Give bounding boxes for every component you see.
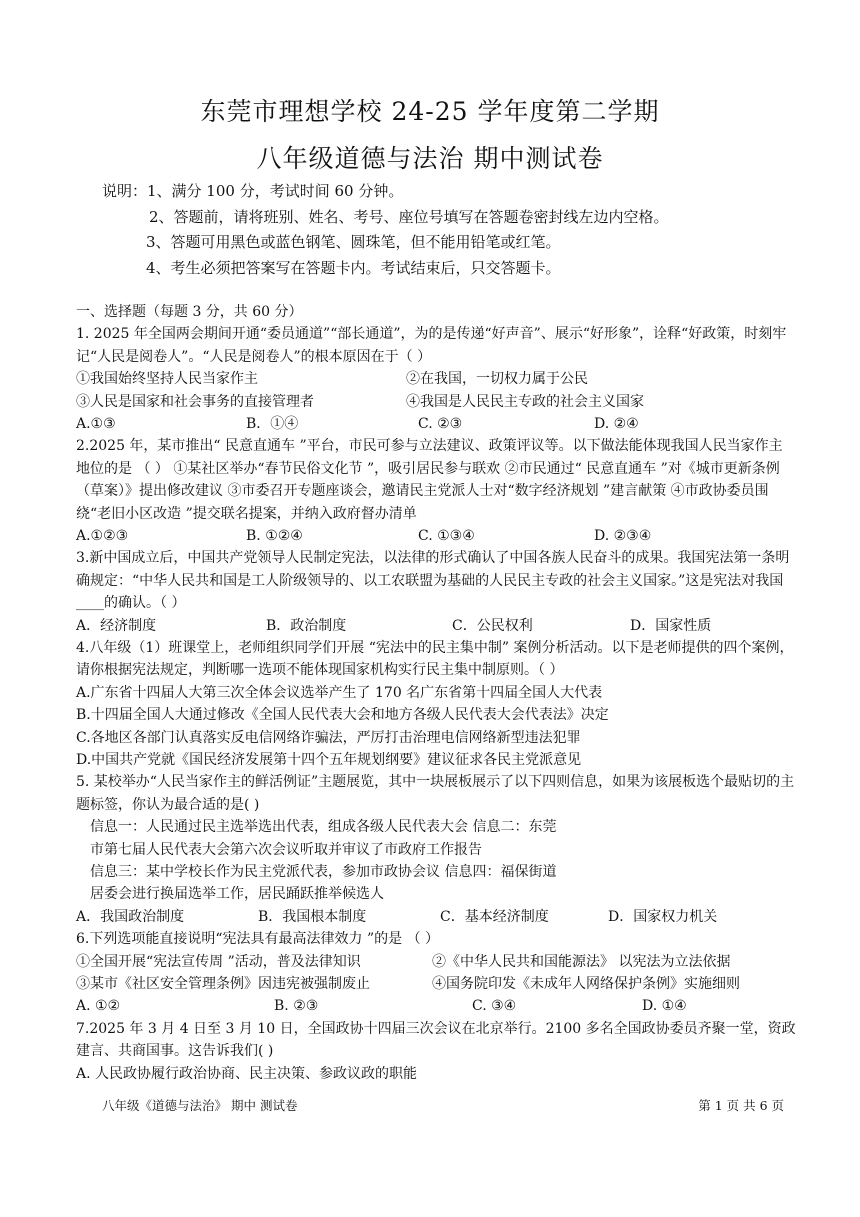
question-1-options bbox=[76, 413, 796, 435]
question-6-options bbox=[76, 995, 796, 1017]
question-6-items-row1 bbox=[76, 951, 796, 973]
question-3-stem: 3.新中国成立后，中国共产党领导人民制定宪法，以法律的形式确认了中国各族人民奋斗的成果。我国宪法第一条明确规定：“中华人民共和国是工人阶级领导的、以工农联盟为基础的人民民主专政的社会主义国家。”这是宪法对我国____的确认。（ ） bbox=[76, 550, 790, 612]
instruction-1: 说明：1、满分 100 分，考试时间 60 分钟。 bbox=[102, 182, 404, 200]
question-7-stem: 7.2025 年 3 月 4 日至 3 月 10 日，全国政协十四届三次会议在北京举行。2100 多名全国政协委员齐聚一堂，资政建言、共商国事。这告诉我们( ) bbox=[76, 1020, 796, 1060]
question-6-option-c: C. ③④ bbox=[472, 998, 517, 1015]
question-3-option-c: C．公民权利 bbox=[452, 617, 533, 634]
exam-title-line1: 东莞市理想学校 24-25 学年度第二学期 bbox=[200, 97, 660, 126]
question-1-item-1: ①我国始终坚持人民当家作主 bbox=[76, 371, 258, 388]
question-2-option-d: D. ②③④ bbox=[594, 528, 652, 544]
question-5-info-line3: 信息三：某中学校长作为民主党派代表，参加市政协会议 信息四：福保街道 bbox=[90, 863, 557, 880]
question-1-option-b: B．①④ bbox=[246, 415, 299, 432]
question-3-options bbox=[76, 615, 796, 637]
question-5-info-line1: 信息一：人民通过民主选举选出代表，组成各级人民代表大会 信息二：东莞 bbox=[90, 819, 557, 836]
question-1-items-row1 bbox=[76, 368, 796, 390]
question-3-option-d: D．国家性质 bbox=[630, 617, 712, 634]
question-5-option-a: A．我国政治制度 bbox=[76, 908, 185, 925]
question-2-option-a: A.①②③ bbox=[76, 528, 129, 544]
question-6-items-row2 bbox=[76, 973, 796, 995]
question-4-option-b: B.十四届全国人大通过修改《全国人民代表大会和地方各级人民代表大会代表法》决定 bbox=[76, 707, 609, 724]
question-7-option-a: A. 人民政协履行政治协商、民主决策、参政议政的职能 bbox=[76, 1065, 418, 1082]
question-4-option-c: C.各地区各部门认真落实反电信网络诈骗法，严厉打击治理电信网络新型违法犯罪 bbox=[76, 729, 581, 746]
question-1-items-row2 bbox=[76, 391, 796, 413]
question-2-option-c: C. ①③④ bbox=[418, 528, 475, 544]
question-6-item-1: ①全国开展“宪法宣传周 ”活动，普及法律知识 bbox=[76, 953, 361, 970]
question-5-options bbox=[76, 906, 796, 928]
question-6-item-4: ④国务院印发《未成年人网络保护条例》实施细则 bbox=[432, 975, 740, 992]
footer-exam-name: 八年级《道德与法治》 期中 测试卷 bbox=[102, 1098, 298, 1113]
exam-title-line2: 八年级道德与法治 期中测试卷 bbox=[256, 144, 604, 173]
question-2-options bbox=[76, 525, 796, 547]
question-6-option-a: A. ①② bbox=[76, 998, 121, 1015]
question-2-stem: 2.2025 年，某市推出“ 民意直通车 ”平台，市民可参与立法建议、政策评议等。以下做法能体现我国人民当家作主地位的是 （ ） ①某社区举办“春节民俗文化节 ”，吸引居民参与联欢 ②市民通过“ 民意直通车 ”对《城市更新条例（草案）》提出修改建议 ③市委召开专题座谈会，邀请民主党派人士对“数字经济规划 ”建言献策 ④市政协委员围绕“老旧小区改造 ”提交联名提案，并纳入政府督办清单 bbox=[76, 438, 783, 522]
question-1-item-2: ②在我国，一切权力属于公民 bbox=[406, 371, 588, 388]
question-2-option-b: B. ①②④ bbox=[246, 528, 303, 544]
instruction-4: 4、考生必须把答案写在答题卡内。考试结束后，只交答题卡。 bbox=[146, 259, 561, 277]
question-6-option-d: D. ①④ bbox=[642, 998, 687, 1015]
question-5-stem: 5. 某校举办“人民当家作主的鲜活例证”主题展览，其中一块展板展示了以下四则信息，如果为该展板选个最贴切的主题标签，你认为最合适的是( ) bbox=[76, 774, 795, 813]
question-6-item-3: ③某市《社区安全管理条例》因违宪被强制废止 bbox=[76, 975, 370, 992]
question-5-info-line2: 市第七届人民代表大会第六次会议听取并审议了市政府工作报告 bbox=[90, 841, 482, 858]
question-5-option-c: C．基本经济制度 bbox=[440, 908, 549, 925]
question-1-option-c: C. ②③ bbox=[418, 415, 463, 432]
question-6-stem: 6.下列选项能直接说明“宪法具有最高法律效力 ”的是 （ ） bbox=[76, 931, 440, 948]
question-5-option-b: B．我国根本制度 bbox=[258, 908, 367, 925]
question-6-option-b: B. ②③ bbox=[274, 998, 319, 1015]
question-1-stem: 1. 2025 年全国两会期间开通“委员通道”“部长通道”，为的是传递“好声音”、展示“好形象”，诠释“好政策，时刻牢记“人民是阅卷人”。“人民是阅卷人”的根本原因在于（ ） bbox=[76, 326, 787, 365]
question-3-option-a: A．经济制度 bbox=[76, 617, 157, 634]
page-footer bbox=[102, 1096, 784, 1114]
question-3-option-b: B．政治制度 bbox=[266, 617, 347, 634]
question-6-item-2: ②《中华人民共和国能源法》 以宪法为立法依据 bbox=[432, 953, 731, 970]
question-area bbox=[76, 301, 796, 1085]
question-1-option-a: A.①③ bbox=[76, 415, 116, 432]
question-5-info-line4: 居委会进行换届选举工作，居民踊跃推举候选人 bbox=[90, 886, 384, 903]
question-1-option-d: D. ②④ bbox=[594, 415, 639, 432]
question-4-option-d: D.中国共产党就《国民经济发展第十四个五年规划纲要》建议征求各民主党派意见 bbox=[76, 751, 582, 768]
instruction-3: 3、答题可用黑色或蓝色钢笔、圆珠笔，但不能用铅笔或红笔。 bbox=[146, 233, 561, 251]
footer-page-number: 第 1 页 共 6 页 bbox=[698, 1098, 784, 1113]
instruction-2: 2、答题前，请将班别、姓名、考号、座位号填写在答题卷密封线左边内空格。 bbox=[149, 208, 669, 226]
section-heading: 一、选择题（每题 3 分，共 60 分） bbox=[76, 304, 303, 320]
question-4-option-a: A.广东省十四届人大第三次全体会议选举产生了 170 名广东省第十四届全国人大代表 bbox=[76, 684, 603, 701]
question-1-item-3: ③人民是国家和社会事务的直接管理者 bbox=[76, 393, 314, 410]
question-4-stem: 4.八年级（1）班课堂上，老师组织同学们开展 “宪法中的民主集中制” 案例分析活动。以下是老师提供的四个案例，请你根据宪法规定，判断哪一选项不能体现国家机构实行民主集中制原则。（ ） bbox=[76, 640, 794, 679]
question-5-option-d: D．国家权力机关 bbox=[608, 908, 718, 925]
question-1-item-4: ④我国是人民民主专政的社会主义国家 bbox=[406, 393, 644, 410]
